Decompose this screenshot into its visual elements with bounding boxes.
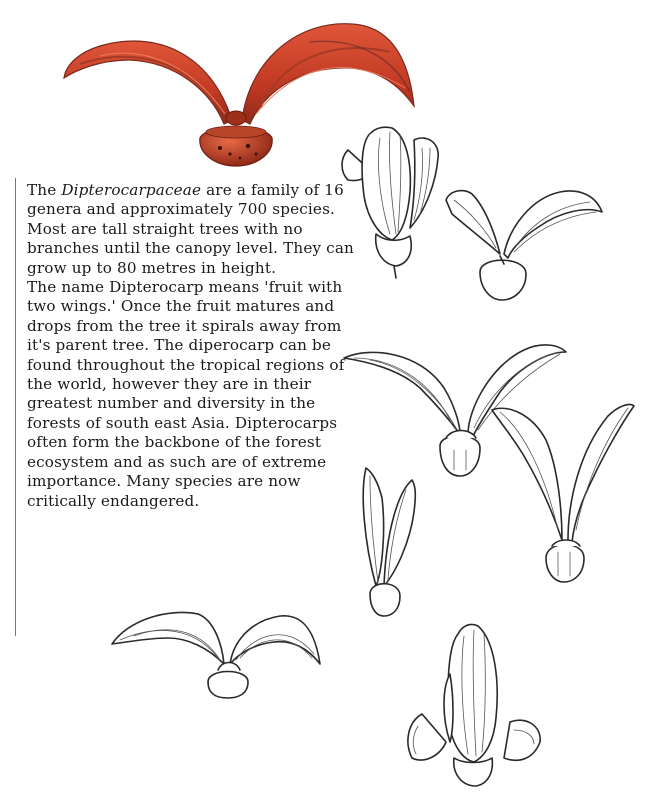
fruit-sketch-folded-narrow	[356, 462, 426, 622]
fruit-sketch-upright	[488, 400, 638, 586]
meaning-paragraph: The name Dipterocarp means 'fruit with two wings.' Once the fruit matures and drops from the tree it spirals away from it's parent tree. The diperocarp can be found throughout the tropical regions of the world, however they are in their greatest number and diversity in the forests of south east Asia. Dipterocarps often form the backbone of the forest ecosystem and as such are of extreme importance. Many species are now critically endangered.	[27, 278, 345, 510]
body-text	[27, 181, 357, 511]
fruit-sketch-round-nut	[440, 186, 610, 310]
left-margin-rule	[15, 178, 16, 636]
fruit-sketch-folded-1	[336, 124, 446, 284]
fruit-sketch-spreading	[108, 604, 324, 702]
fruit-sketch-folded-2	[402, 618, 544, 794]
intro-paragraph: The Dipterocarpaceae are a family of 16 genera and approximately 700 species. Most are tall straight trees with no branches until the canopy level. They can grow up to 80 metres in height.	[27, 181, 354, 277]
family-name: Dipterocarpaceae	[61, 181, 202, 199]
